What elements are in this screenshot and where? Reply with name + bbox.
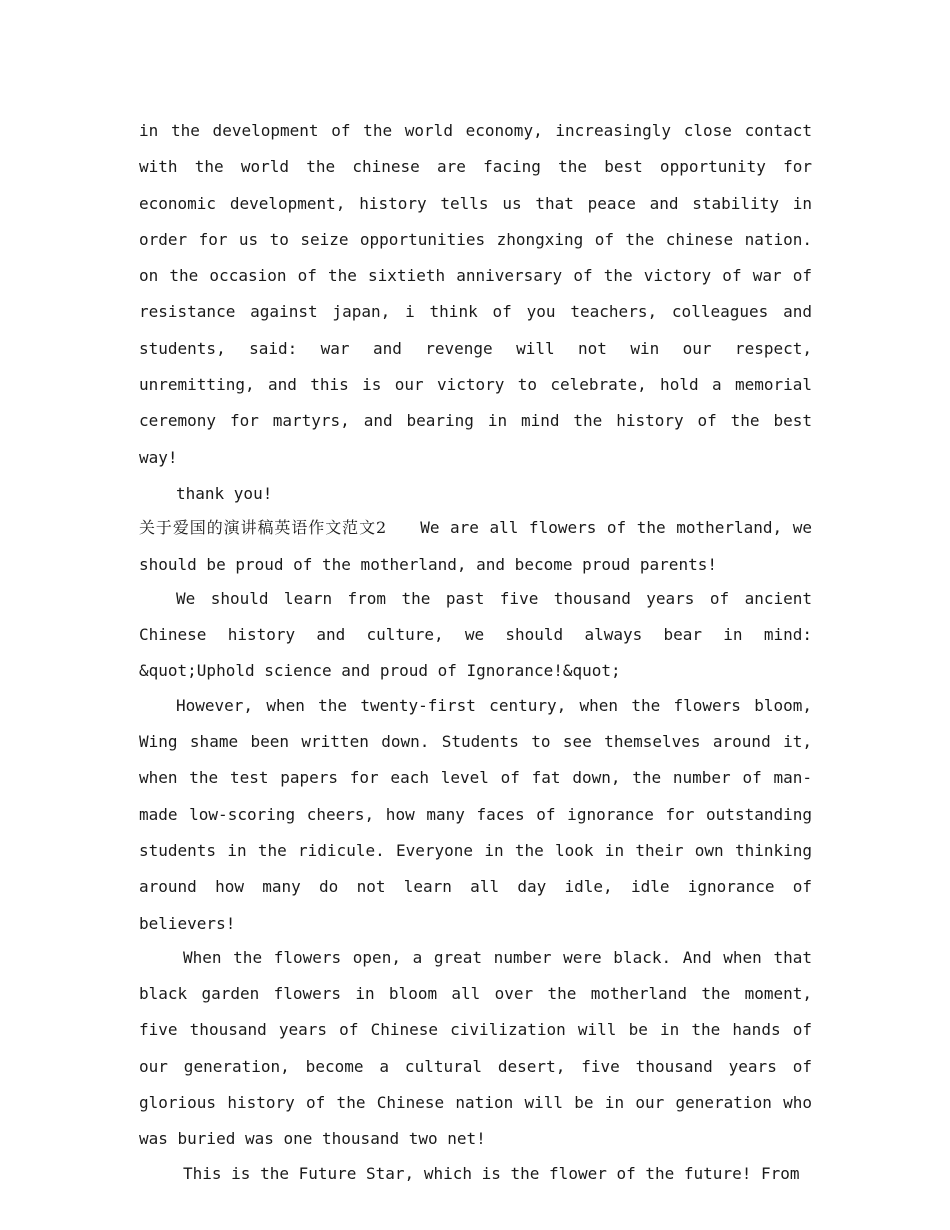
section-heading: 关于爱国的演讲稿英语作文范文2: [139, 518, 387, 538]
paragraph-thank-you: thank you!: [176, 483, 273, 503]
paragraph-flowers-intro: [139, 510, 812, 583]
paragraph-black-flowers: When the flowers open, a great number were black. And when that black garden flowers in bloom all over the motherland the moment, five thousand years of Chinese civilization will be in the hands of our generation, become a cultural desert, five thousand years of glorious history of the Chinese nation will be in our generation who was buried was one thousand two net!: [139, 947, 812, 1149]
paragraph-history-culture: We should learn from the past five thousand years of ancient Chinese history and culture, we should always bear in mind: &quot;Uphold science and proud of Ignorance!&quot;: [139, 588, 812, 681]
paragraph-twenty-first-century: However, when the twenty-first century, when the flowers bloom, Wing shame been written down. Students to see themselves around it, when the test papers for each level of fat down, the number of man-made low-scoring cheers, how many faces of ignorance for outstanding students in the ridicule. Everyone in the look in their own thinking around how many do not learn all day idle, idle ignorance of believers!: [139, 695, 812, 933]
paragraph-flowers-intro-text: We are all flowers of the motherland, we should be proud of the motherland, and become proud parents!: [139, 518, 813, 574]
paragraph-future-star: This is the Future Star, which is the flower of the future! From: [183, 1163, 800, 1183]
paragraph-economy: in the development of the world economy, increasingly close contact with the world the chinese are facing the best opportunity for economic development, history tells us that peace and stability in order for us to seize opportunities zhongxing of the chinese nation. on the occasion of the sixtieth anniversary of the victory of war of resistance against japan, i think of you teachers, colleagues and students, said: war and revenge will not win our respect, unremitting, and this is our victory to celebrate, hold a memorial ceremony for martyrs, and bearing in mind the history of the best way!: [139, 121, 812, 467]
document-page: [139, 113, 812, 1192]
